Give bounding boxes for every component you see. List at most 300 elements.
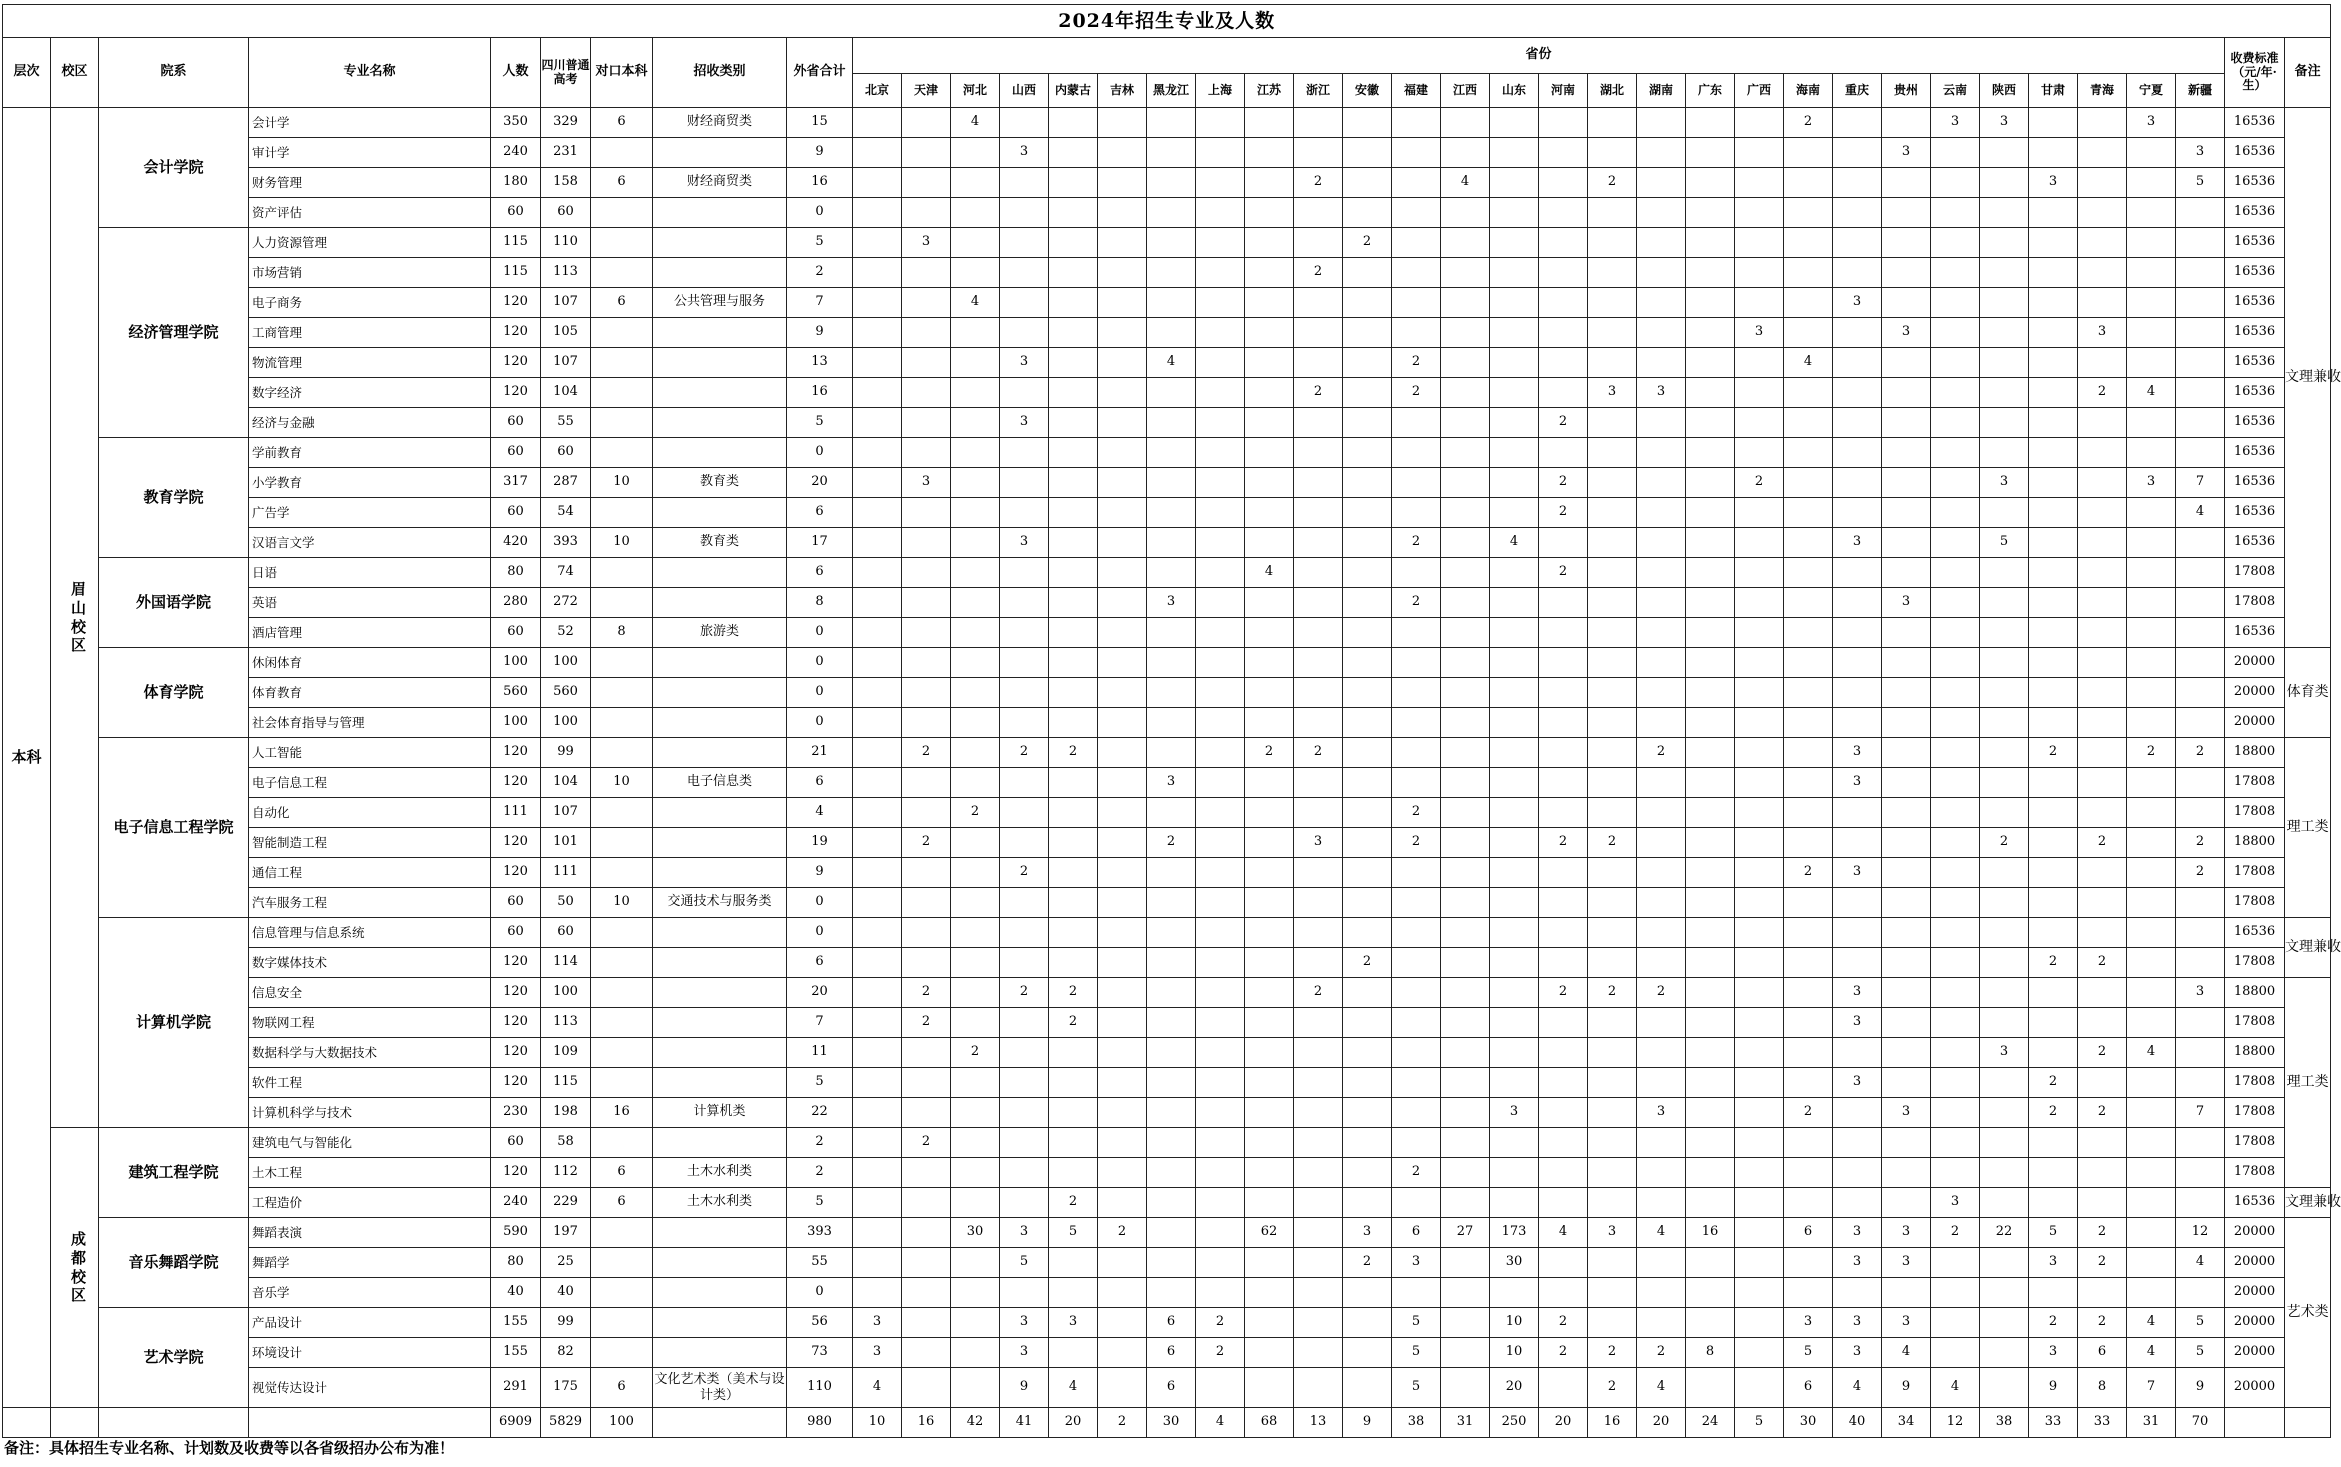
province-value-cell bbox=[1196, 618, 1245, 648]
province-value-cell bbox=[1784, 408, 1833, 438]
count-cell: 120 bbox=[491, 288, 541, 318]
province-value-cell bbox=[1098, 1308, 1147, 1338]
province-value-cell bbox=[1686, 1158, 1735, 1188]
province-value-cell bbox=[1637, 228, 1686, 258]
province-value-cell: 3 bbox=[1882, 1098, 1931, 1128]
province-value-cell bbox=[1343, 648, 1392, 678]
province-value-cell: 5 bbox=[1980, 528, 2029, 558]
province-value-cell bbox=[1490, 1188, 1539, 1218]
province-value-cell bbox=[1098, 288, 1147, 318]
count-cell: 120 bbox=[491, 318, 541, 348]
province-value-cell: 3 bbox=[1343, 1218, 1392, 1248]
province-value-cell bbox=[1049, 1038, 1098, 1068]
province-value-cell bbox=[1392, 768, 1441, 798]
header-province: 江西 bbox=[1441, 74, 1490, 108]
province-value-cell bbox=[1392, 288, 1441, 318]
province-value-cell: 10 bbox=[1490, 1308, 1539, 1338]
province-value-cell bbox=[1980, 378, 2029, 408]
province-value-cell bbox=[951, 918, 1000, 948]
province-value-cell: 2 bbox=[2029, 948, 2078, 978]
province-value-cell: 7 bbox=[2176, 468, 2225, 498]
province-value-cell bbox=[1392, 1008, 1441, 1038]
province-value-cell bbox=[1196, 1098, 1245, 1128]
province-value-cell bbox=[1343, 108, 1392, 138]
province-value-cell bbox=[2029, 1008, 2078, 1038]
province-value-cell bbox=[1980, 678, 2029, 708]
province-value-cell bbox=[1637, 678, 1686, 708]
province-value-cell bbox=[951, 1128, 1000, 1158]
province-value-cell bbox=[1588, 1038, 1637, 1068]
province-value-cell bbox=[853, 288, 902, 318]
province-value-cell bbox=[1490, 798, 1539, 828]
province-value-cell bbox=[2029, 768, 2078, 798]
major-name: 学前教育 bbox=[249, 438, 491, 468]
major-name: 市场营销 bbox=[249, 258, 491, 288]
province-value-cell bbox=[902, 1368, 951, 1408]
province-value-cell bbox=[1784, 258, 1833, 288]
province-value-cell bbox=[1539, 1248, 1588, 1278]
sichuan-cell: 115 bbox=[541, 1068, 591, 1098]
province-value-cell: 5 bbox=[1049, 1218, 1098, 1248]
province-value-cell bbox=[1980, 1338, 2029, 1368]
total-province: 34 bbox=[1882, 1408, 1931, 1438]
province-value-cell bbox=[2176, 108, 2225, 138]
province-value-cell bbox=[1833, 588, 1882, 618]
province-value-cell: 3 bbox=[1882, 1218, 1931, 1248]
province-value-cell bbox=[1686, 258, 1735, 288]
category-cell: 文化艺术类（美术与设计类） bbox=[653, 1368, 787, 1408]
province-value-cell bbox=[853, 738, 902, 768]
province-value-cell bbox=[1392, 498, 1441, 528]
province-value-cell bbox=[2176, 618, 2225, 648]
province-value-cell bbox=[2078, 498, 2127, 528]
province-value-cell bbox=[1049, 408, 1098, 438]
province-value-cell bbox=[1000, 768, 1049, 798]
province-value-cell bbox=[1147, 288, 1196, 318]
province-value-cell bbox=[1686, 1068, 1735, 1098]
province-value-cell bbox=[1000, 258, 1049, 288]
province-value-cell bbox=[1147, 258, 1196, 288]
header-department: 院系 bbox=[99, 38, 249, 108]
province-value-cell bbox=[1784, 888, 1833, 918]
province-value-cell bbox=[1000, 1098, 1049, 1128]
province-value-cell bbox=[2127, 1158, 2176, 1188]
province-value-cell bbox=[1686, 378, 1735, 408]
fee-cell: 16536 bbox=[2225, 618, 2285, 648]
province-value-cell bbox=[1539, 1068, 1588, 1098]
province-value-cell: 2 bbox=[902, 738, 951, 768]
fee-cell: 20000 bbox=[2225, 1338, 2285, 1368]
province-value-cell bbox=[1245, 588, 1294, 618]
province-value-cell: 2 bbox=[902, 978, 951, 1008]
total-province: 20 bbox=[1637, 1408, 1686, 1438]
province-value-cell bbox=[1343, 258, 1392, 288]
province-value-cell bbox=[1735, 228, 1784, 258]
total-province: 41 bbox=[1000, 1408, 1049, 1438]
count-cell: 317 bbox=[491, 468, 541, 498]
province-value-cell bbox=[1147, 168, 1196, 198]
province-value-cell bbox=[1196, 888, 1245, 918]
province-value-cell bbox=[2029, 1188, 2078, 1218]
province-value-cell bbox=[1294, 138, 1343, 168]
count-cell: 230 bbox=[491, 1098, 541, 1128]
province-value-cell bbox=[1245, 888, 1294, 918]
province-value-cell bbox=[2078, 798, 2127, 828]
province-value-cell bbox=[1343, 1128, 1392, 1158]
province-value-cell bbox=[1588, 918, 1637, 948]
province-value-cell bbox=[1343, 768, 1392, 798]
province-value-cell bbox=[1735, 948, 1784, 978]
province-value-cell bbox=[1245, 168, 1294, 198]
fee-cell: 17808 bbox=[2225, 558, 2285, 588]
province-value-cell bbox=[1294, 108, 1343, 138]
province-value-cell bbox=[902, 198, 951, 228]
category-cell bbox=[653, 918, 787, 948]
province-value-cell bbox=[1000, 918, 1049, 948]
province-value-cell bbox=[853, 978, 902, 1008]
province-value-cell bbox=[1098, 948, 1147, 978]
province-value-cell: 2 bbox=[1098, 1218, 1147, 1248]
province-value-cell bbox=[2127, 888, 2176, 918]
province-value-cell bbox=[1098, 888, 1147, 918]
province-value-cell bbox=[1245, 1038, 1294, 1068]
province-value-cell bbox=[1833, 108, 1882, 138]
province-value-cell: 6 bbox=[1392, 1218, 1441, 1248]
counterpart-cell bbox=[591, 318, 653, 348]
province-value-cell: 3 bbox=[902, 468, 951, 498]
province-value-cell bbox=[2029, 438, 2078, 468]
counterpart-cell bbox=[591, 558, 653, 588]
province-value-cell bbox=[2176, 528, 2225, 558]
header-count: 人数 bbox=[491, 38, 541, 108]
province-value-cell bbox=[2127, 1278, 2176, 1308]
province-value-cell bbox=[1049, 438, 1098, 468]
province-value-cell bbox=[1000, 378, 1049, 408]
province-value-cell bbox=[902, 138, 951, 168]
fee-cell: 17808 bbox=[2225, 858, 2285, 888]
province-value-cell: 3 bbox=[853, 1338, 902, 1368]
province-value-cell bbox=[1882, 648, 1931, 678]
major-name: 体育教育 bbox=[249, 678, 491, 708]
province-value-cell bbox=[1000, 798, 1049, 828]
province-value-cell bbox=[1441, 1128, 1490, 1158]
province-value-cell bbox=[2029, 1038, 2078, 1068]
province-value-cell bbox=[1392, 618, 1441, 648]
province-value-cell: 3 bbox=[1049, 1308, 1098, 1338]
province-value-cell bbox=[1049, 588, 1098, 618]
province-value-cell: 2 bbox=[1392, 588, 1441, 618]
province-value-cell bbox=[1490, 558, 1539, 588]
province-value-cell bbox=[1588, 738, 1637, 768]
province-value-cell bbox=[1735, 288, 1784, 318]
province-value-cell bbox=[1539, 1128, 1588, 1158]
province-value-cell bbox=[1931, 498, 1980, 528]
fee-cell: 18800 bbox=[2225, 1038, 2285, 1068]
count-cell: 560 bbox=[491, 678, 541, 708]
sichuan-cell: 82 bbox=[541, 1338, 591, 1368]
province-value-cell bbox=[1196, 1368, 1245, 1408]
province-value-cell bbox=[1343, 348, 1392, 378]
province-value-cell bbox=[2176, 1128, 2225, 1158]
province-value-cell bbox=[1686, 858, 1735, 888]
province-value-cell bbox=[1147, 528, 1196, 558]
province-value-cell bbox=[1441, 498, 1490, 528]
province-value-cell bbox=[1049, 468, 1098, 498]
counterpart-cell bbox=[591, 1308, 653, 1338]
province-value-cell bbox=[1735, 708, 1784, 738]
counterpart-cell: 10 bbox=[591, 768, 653, 798]
province-value-cell bbox=[1441, 678, 1490, 708]
count-cell: 120 bbox=[491, 948, 541, 978]
province-value-cell bbox=[1098, 1368, 1147, 1408]
category-cell bbox=[653, 708, 787, 738]
outside-total-cell: 7 bbox=[787, 288, 853, 318]
header-province: 福建 bbox=[1392, 74, 1441, 108]
province-value-cell: 6 bbox=[1147, 1368, 1196, 1408]
province-value-cell bbox=[1882, 408, 1931, 438]
category-cell bbox=[653, 738, 787, 768]
province-value-cell bbox=[1539, 1038, 1588, 1068]
province-value-cell bbox=[1000, 828, 1049, 858]
counterpart-cell: 10 bbox=[591, 888, 653, 918]
province-value-cell: 2 bbox=[1049, 1188, 1098, 1218]
province-value-cell bbox=[902, 258, 951, 288]
province-value-cell bbox=[1196, 288, 1245, 318]
total-sichuan: 5829 bbox=[541, 1408, 591, 1438]
department-cell: 体育学院 bbox=[99, 648, 249, 738]
province-value-cell bbox=[853, 228, 902, 258]
province-value-cell bbox=[1686, 1368, 1735, 1408]
province-value-cell bbox=[1049, 1278, 1098, 1308]
province-value-cell: 4 bbox=[2127, 1308, 2176, 1338]
province-value-cell bbox=[1441, 1068, 1490, 1098]
province-value-cell bbox=[951, 1188, 1000, 1218]
sichuan-cell: 560 bbox=[541, 678, 591, 708]
province-value-cell bbox=[1049, 888, 1098, 918]
province-value-cell bbox=[1343, 588, 1392, 618]
province-value-cell bbox=[1588, 1158, 1637, 1188]
header-province: 河南 bbox=[1539, 74, 1588, 108]
province-value-cell bbox=[2078, 918, 2127, 948]
province-value-cell bbox=[1392, 978, 1441, 1008]
province-value-cell bbox=[1833, 228, 1882, 258]
major-name: 英语 bbox=[249, 588, 491, 618]
province-value-cell bbox=[1343, 528, 1392, 558]
province-value-cell bbox=[1784, 588, 1833, 618]
province-value-cell bbox=[1294, 498, 1343, 528]
province-value-cell bbox=[1735, 768, 1784, 798]
count-cell: 60 bbox=[491, 1128, 541, 1158]
province-value-cell: 6 bbox=[1784, 1368, 1833, 1408]
province-value-cell bbox=[2127, 1218, 2176, 1248]
remark-cell: 理工类 bbox=[2285, 738, 2331, 918]
total-province: 31 bbox=[2127, 1408, 2176, 1438]
province-value-cell: 4 bbox=[1441, 168, 1490, 198]
province-value-cell bbox=[1833, 1278, 1882, 1308]
province-value-cell bbox=[1833, 258, 1882, 288]
province-value-cell bbox=[1735, 1248, 1784, 1278]
province-value-cell bbox=[1539, 768, 1588, 798]
province-value-cell bbox=[1588, 1248, 1637, 1278]
count-cell: 120 bbox=[491, 1158, 541, 1188]
province-value-cell bbox=[2029, 138, 2078, 168]
major-name: 汉语言文学 bbox=[249, 528, 491, 558]
counterpart-cell bbox=[591, 378, 653, 408]
province-value-cell: 3 bbox=[1833, 1008, 1882, 1038]
province-value-cell: 3 bbox=[2029, 168, 2078, 198]
province-value-cell bbox=[1931, 468, 1980, 498]
province-value-cell bbox=[1441, 828, 1490, 858]
province-value-cell bbox=[1098, 1158, 1147, 1188]
province-value-cell bbox=[1637, 438, 1686, 468]
province-value-cell bbox=[2127, 318, 2176, 348]
province-value-cell: 9 bbox=[1000, 1368, 1049, 1408]
province-value-cell bbox=[1294, 1038, 1343, 1068]
province-value-cell bbox=[902, 1038, 951, 1068]
counterpart-cell bbox=[591, 198, 653, 228]
province-value-cell: 3 bbox=[1833, 1338, 1882, 1368]
category-cell: 财经商贸类 bbox=[653, 108, 787, 138]
province-value-cell bbox=[951, 978, 1000, 1008]
province-value-cell bbox=[1196, 978, 1245, 1008]
province-value-cell bbox=[1490, 378, 1539, 408]
province-value-cell bbox=[853, 498, 902, 528]
province-value-cell bbox=[1882, 1158, 1931, 1188]
fee-cell: 16536 bbox=[2225, 498, 2285, 528]
province-value-cell bbox=[951, 528, 1000, 558]
province-value-cell bbox=[1686, 438, 1735, 468]
province-value-cell: 7 bbox=[2127, 1368, 2176, 1408]
province-value-cell bbox=[1980, 918, 2029, 948]
province-value-cell bbox=[1735, 1218, 1784, 1248]
province-value-cell bbox=[2029, 918, 2078, 948]
province-value-cell: 2 bbox=[2078, 1308, 2127, 1338]
province-value-cell: 4 bbox=[2176, 498, 2225, 528]
province-value-cell: 4 bbox=[1931, 1368, 1980, 1408]
province-value-cell bbox=[902, 618, 951, 648]
province-value-cell bbox=[1588, 228, 1637, 258]
province-value-cell bbox=[2078, 438, 2127, 468]
category-cell: 土木水利类 bbox=[653, 1158, 787, 1188]
province-value-cell: 4 bbox=[1784, 348, 1833, 378]
province-value-cell bbox=[902, 1098, 951, 1128]
province-value-cell bbox=[1147, 1068, 1196, 1098]
province-value-cell bbox=[1147, 378, 1196, 408]
outside-total-cell: 17 bbox=[787, 528, 853, 558]
province-value-cell bbox=[1245, 708, 1294, 738]
province-value-cell bbox=[1833, 918, 1882, 948]
province-value-cell bbox=[2176, 438, 2225, 468]
province-value-cell bbox=[1098, 828, 1147, 858]
province-value-cell bbox=[1931, 588, 1980, 618]
province-value-cell bbox=[1049, 288, 1098, 318]
total-province: 70 bbox=[2176, 1408, 2225, 1438]
province-value-cell bbox=[1294, 198, 1343, 228]
province-value-cell bbox=[1882, 108, 1931, 138]
province-value-cell bbox=[1196, 1068, 1245, 1098]
province-value-cell bbox=[1833, 168, 1882, 198]
province-value-cell bbox=[2127, 708, 2176, 738]
province-value-cell bbox=[1637, 168, 1686, 198]
major-name: 物联网工程 bbox=[249, 1008, 491, 1038]
sichuan-cell: 198 bbox=[541, 1098, 591, 1128]
province-value-cell: 12 bbox=[2176, 1218, 2225, 1248]
province-value-cell bbox=[1882, 738, 1931, 768]
province-value-cell bbox=[2029, 288, 2078, 318]
total-province: 13 bbox=[1294, 1408, 1343, 1438]
province-value-cell bbox=[1784, 1278, 1833, 1308]
province-value-cell: 5 bbox=[1784, 1338, 1833, 1368]
header-province: 山西 bbox=[1000, 74, 1049, 108]
province-value-cell bbox=[1882, 678, 1931, 708]
province-value-cell bbox=[1931, 1338, 1980, 1368]
counterpart-cell bbox=[591, 708, 653, 738]
province-value-cell bbox=[1245, 768, 1294, 798]
category-cell bbox=[653, 558, 787, 588]
province-value-cell bbox=[1539, 528, 1588, 558]
province-value-cell: 5 bbox=[1392, 1338, 1441, 1368]
province-value-cell bbox=[1931, 858, 1980, 888]
province-value-cell: 4 bbox=[951, 108, 1000, 138]
province-value-cell bbox=[1245, 108, 1294, 138]
province-value-cell bbox=[1441, 1308, 1490, 1338]
province-value-cell bbox=[1098, 318, 1147, 348]
total-province: 40 bbox=[1833, 1408, 1882, 1438]
province-value-cell bbox=[1686, 1038, 1735, 1068]
province-value-cell bbox=[902, 888, 951, 918]
province-value-cell bbox=[1735, 138, 1784, 168]
province-value-cell bbox=[1686, 1098, 1735, 1128]
province-value-cell bbox=[1294, 528, 1343, 558]
province-value-cell: 3 bbox=[1637, 1098, 1686, 1128]
province-value-cell: 2 bbox=[1392, 1158, 1441, 1188]
fee-cell: 17808 bbox=[2225, 798, 2285, 828]
province-value-cell bbox=[1784, 678, 1833, 708]
total-empty bbox=[3, 1408, 51, 1438]
province-value-cell bbox=[1049, 918, 1098, 948]
fee-cell: 18800 bbox=[2225, 978, 2285, 1008]
province-value-cell bbox=[1735, 648, 1784, 678]
counterpart-cell: 6 bbox=[591, 1158, 653, 1188]
province-value-cell bbox=[1245, 468, 1294, 498]
province-value-cell bbox=[1490, 678, 1539, 708]
province-value-cell bbox=[1833, 828, 1882, 858]
province-value-cell bbox=[1735, 738, 1784, 768]
major-name: 数据科学与大数据技术 bbox=[249, 1038, 491, 1068]
province-value-cell bbox=[1294, 888, 1343, 918]
province-value-cell bbox=[951, 1098, 1000, 1128]
province-value-cell bbox=[1343, 498, 1392, 528]
count-cell: 180 bbox=[491, 168, 541, 198]
province-value-cell bbox=[1245, 1128, 1294, 1158]
count-cell: 240 bbox=[491, 138, 541, 168]
province-value-cell bbox=[1833, 198, 1882, 228]
province-value-cell bbox=[1931, 678, 1980, 708]
province-value-cell bbox=[1784, 1158, 1833, 1188]
count-cell: 60 bbox=[491, 498, 541, 528]
province-value-cell bbox=[1882, 768, 1931, 798]
province-value-cell bbox=[1539, 588, 1588, 618]
province-value-cell bbox=[1441, 858, 1490, 888]
province-value-cell bbox=[1686, 558, 1735, 588]
province-value-cell bbox=[1539, 1368, 1588, 1408]
province-value-cell bbox=[2078, 528, 2127, 558]
province-value-cell bbox=[951, 1368, 1000, 1408]
province-value-cell bbox=[1539, 678, 1588, 708]
major-name: 人力资源管理 bbox=[249, 228, 491, 258]
province-value-cell bbox=[1196, 1128, 1245, 1158]
province-value-cell: 2 bbox=[1392, 378, 1441, 408]
